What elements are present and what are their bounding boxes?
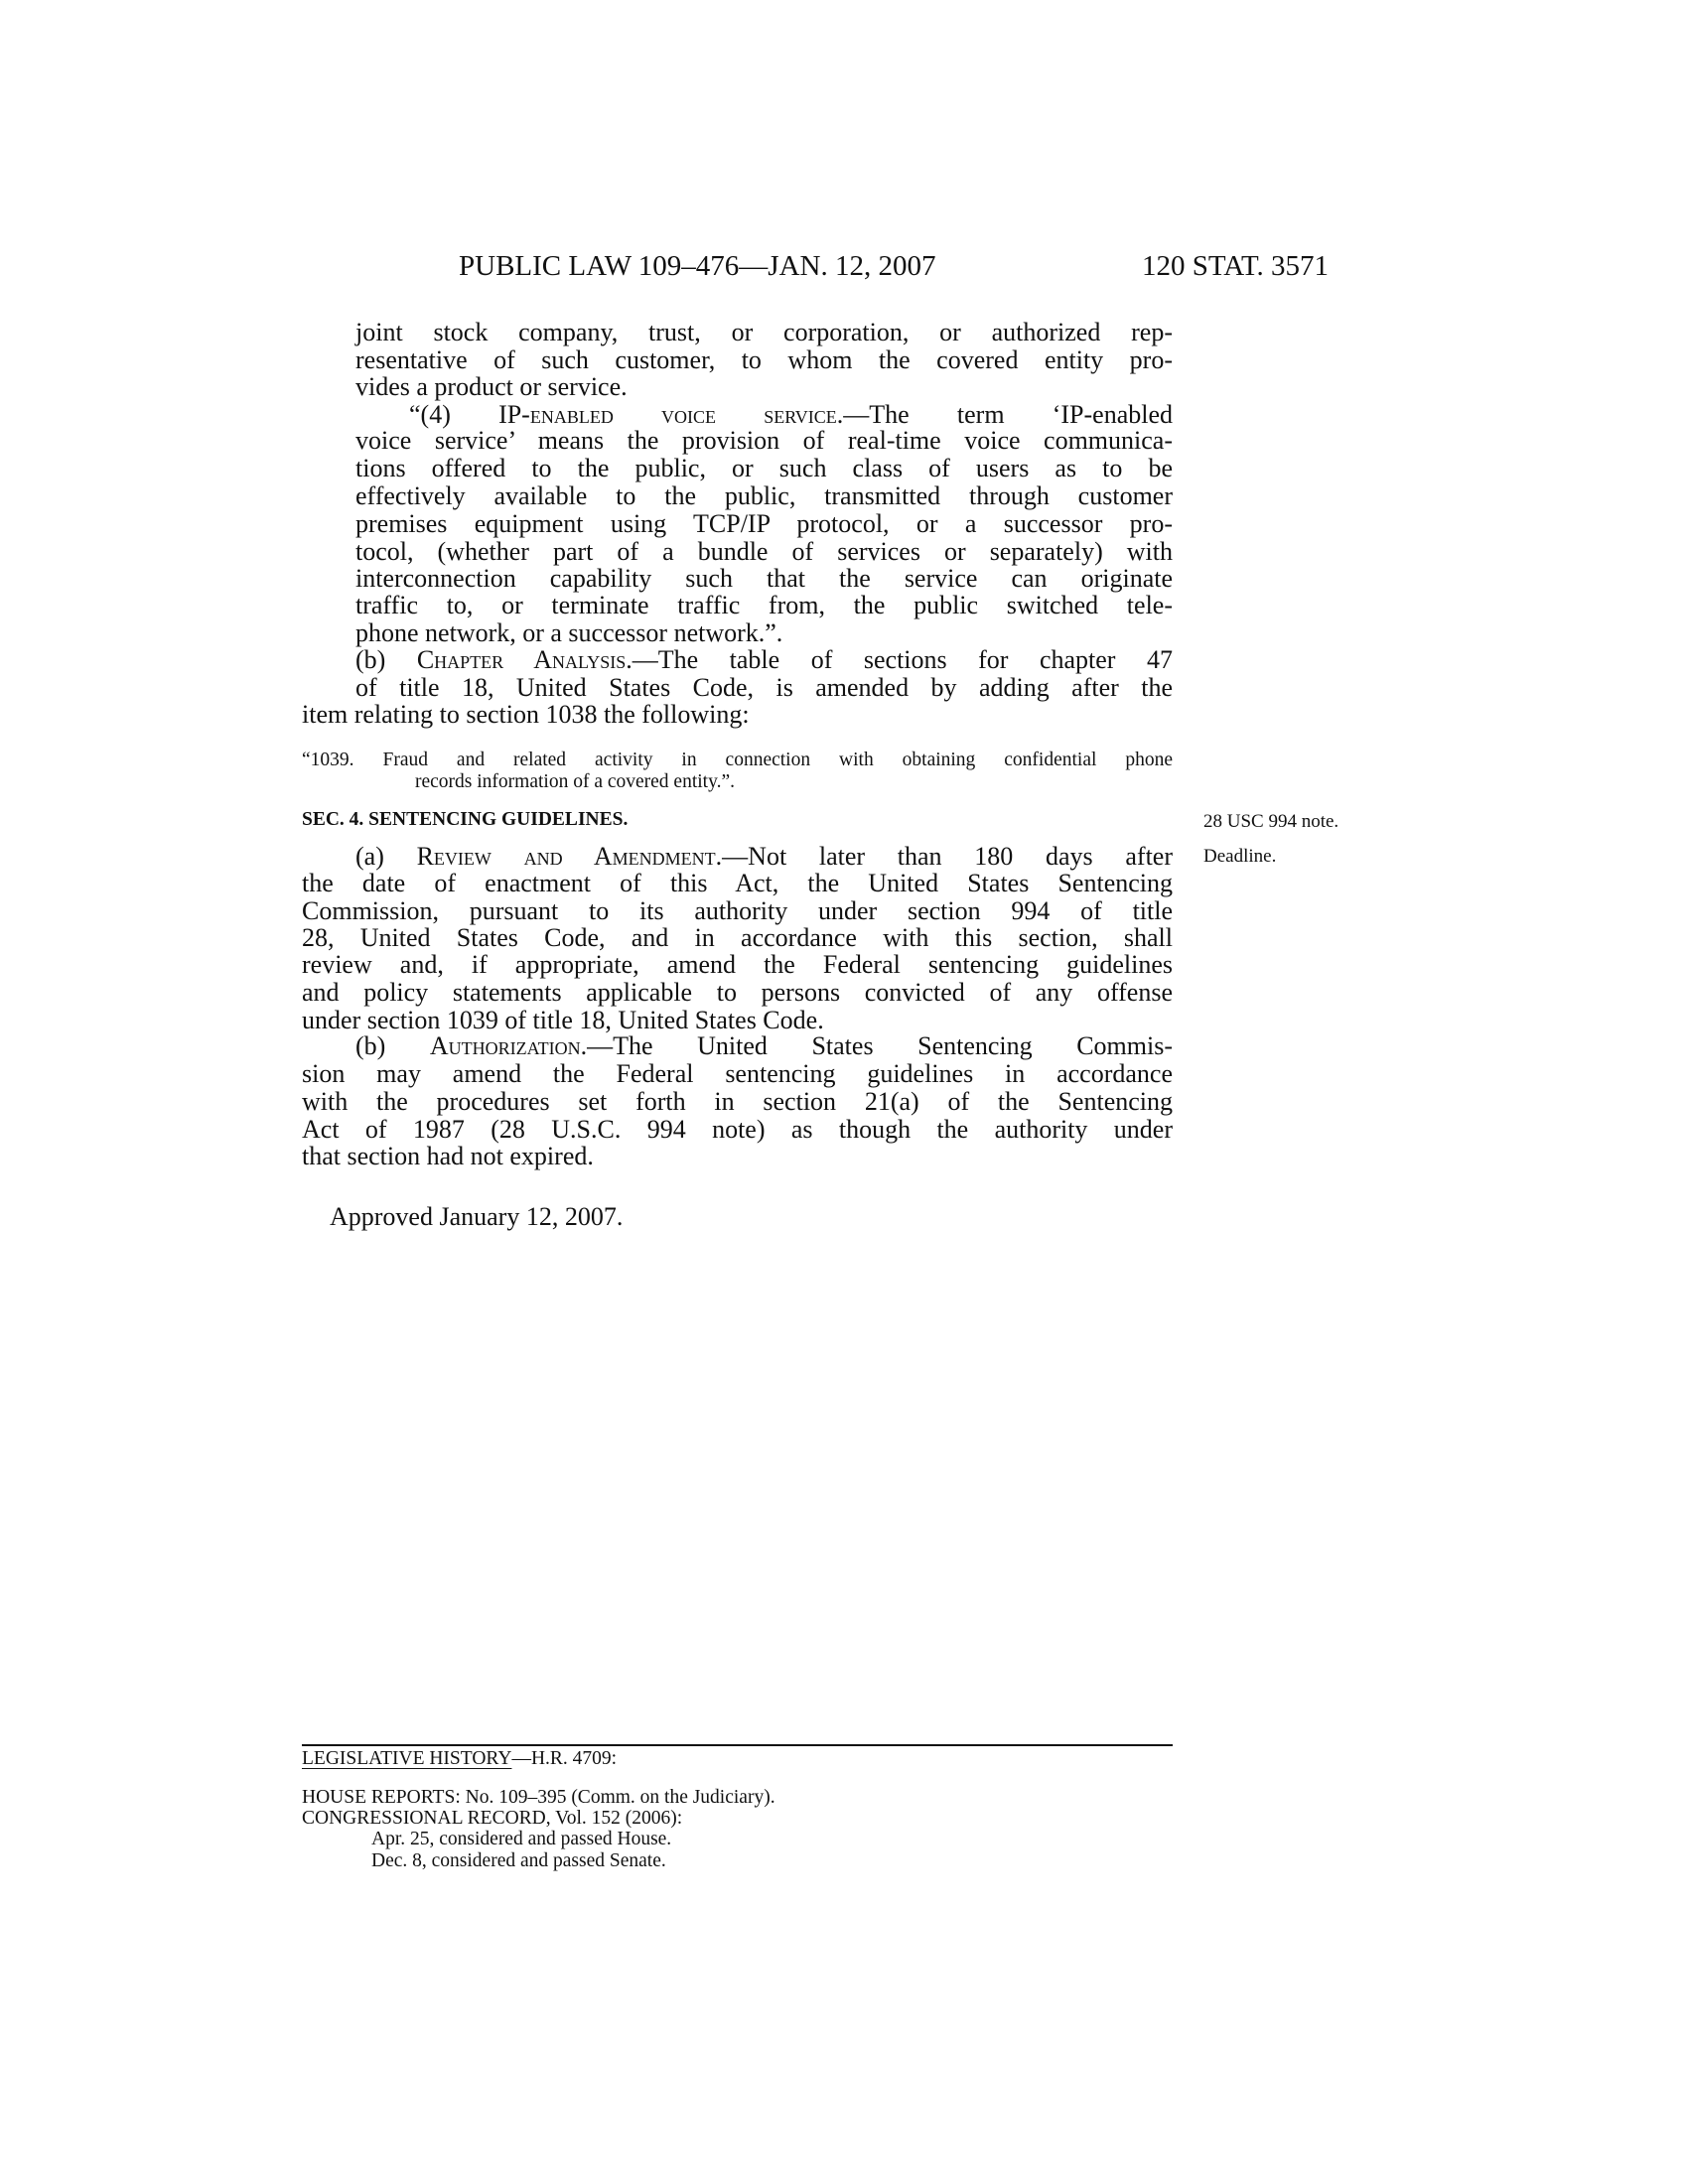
section-heading: SEC. 4. SENTENCING GUIDELINES. (302, 809, 629, 830)
line-text: the date of enactment of this Act, the United States Sentencing (302, 869, 1173, 897)
line-text: .—Not later than 180 days after (715, 842, 1173, 871)
text-line (302, 979, 1173, 1007)
line-text: and policy statements applicable to persons convicted of any offense (302, 978, 1173, 1007)
line-text: voice service’ means the provision of real-time voice communica- (355, 426, 1173, 455)
text-line (302, 1007, 824, 1034)
line-text: that section had not expired. (302, 1142, 594, 1170)
action-house: Apr. 25, considered and passed House. (371, 1829, 672, 1849)
text-line (355, 373, 628, 401)
text-line (355, 592, 1173, 619)
line-text: tions offered to the public, or such class of users as to be (355, 454, 1173, 482)
text-line (409, 401, 1173, 429)
line-text: of title 18, United States Code, is amended by adding after the (355, 673, 1173, 702)
small-caps-heading: IP-enabled voice service (498, 400, 837, 429)
line-text: (a) (355, 842, 417, 871)
line-text: premises equipment using TCP/IP protocol, or a successor pro- (355, 509, 1173, 538)
text-line (302, 951, 1173, 979)
line-text: (b) (355, 645, 417, 674)
header-title: PUBLIC LAW 109–476—JAN. 12, 2007 (459, 250, 936, 282)
line-text: tocol, (whether part of a bundle of services or separately) with (355, 537, 1173, 566)
line-text: .—The table of sections for chapter 47 (626, 645, 1173, 674)
line-text: 28, United States Code, and in accordance with this section, shall (302, 923, 1173, 952)
line-text: item relating to section 1038 the following: (302, 700, 750, 729)
line-text: vides a product or service. (355, 372, 628, 401)
text-line (302, 924, 1173, 952)
text-line (355, 510, 1173, 538)
approval-date: Approved January 12, 2007. (330, 1202, 624, 1231)
text-line (302, 1060, 1173, 1088)
line-text: phone network, or a successor network.”. (355, 618, 783, 647)
header-page-number: 120 STAT. 3571 (1142, 250, 1330, 282)
line-text: resentative of such customer, to whom the covered entity pro- (355, 345, 1173, 374)
action-senate: Dec. 8, considered and passed Senate. (371, 1850, 666, 1871)
legislative-history-heading: LEGISLATIVE HISTORY (302, 1748, 512, 1769)
bill-number: —H.R. 4709: (511, 1748, 618, 1769)
text-line (302, 1116, 1173, 1144)
text-line (302, 701, 750, 729)
text-line (302, 1143, 594, 1170)
congressional-record: CONGRESSIONAL RECORD, Vol. 152 (2006): (302, 1808, 683, 1829)
line-text: review and, if appropriate, amend the Federal sentencing guidelines (302, 950, 1173, 979)
line-text: under section 1039 of title 18, United States Code. (302, 1006, 824, 1034)
line-text: effectively available to the public, transmitted through customer (355, 481, 1173, 510)
table-item-line: records information of a covered entity.”. (415, 771, 735, 792)
line-text: “(4) (409, 400, 499, 429)
text-line (355, 427, 1173, 455)
text-line (355, 319, 1173, 346)
margin-note-citation: 28 USC 994 note. (1203, 811, 1339, 832)
house-reports: HOUSE REPORTS: No. 109–395 (Comm. on the Judiciary). (302, 1787, 775, 1808)
text-line (302, 870, 1173, 897)
line-text: sion may amend the Federal sentencing guidelines in accordance (302, 1059, 1173, 1088)
text-line (355, 843, 1173, 871)
text-line (355, 619, 782, 647)
line-text: joint stock company, trust, or corporation, or authorized rep- (355, 318, 1173, 346)
line-text: traffic to, or terminate traffic from, the public switched tele- (355, 591, 1173, 619)
margin-note-deadline: Deadline. (1203, 846, 1277, 867)
text-line (355, 346, 1173, 374)
text-line (355, 538, 1173, 566)
text-line (355, 482, 1173, 510)
text-line (302, 1088, 1173, 1116)
footnote-rule (302, 1744, 1173, 1746)
text-line (355, 674, 1173, 702)
text-line (355, 1032, 1173, 1060)
line-text: Commission, pursuant to its authority under section 994 of title (302, 896, 1173, 925)
text-line (355, 646, 1173, 674)
small-caps-heading: Review and Amendment (416, 842, 716, 871)
line-text: with the procedures set forth in section 21(a) of the Sentencing (302, 1087, 1173, 1116)
line-text: interconnection capability such that the service can originate (355, 564, 1173, 593)
text-line (355, 565, 1173, 593)
small-caps-heading: Chapter Analysis (416, 645, 627, 674)
line-text: (b) (355, 1031, 430, 1060)
line-text: .—The term ‘IP-enabled (836, 400, 1174, 429)
text-line (355, 455, 1173, 482)
table-item-line: “1039. Fraud and related activity in connection with obtaining confidential phone (302, 750, 1173, 770)
line-text: Act of 1987 (28 U.S.C. 994 note) as though the authority under (302, 1115, 1173, 1144)
text-line (302, 897, 1173, 925)
small-caps-heading: Authorization (429, 1031, 581, 1060)
line-text: .—The United States Sentencing Commis- (580, 1031, 1174, 1060)
